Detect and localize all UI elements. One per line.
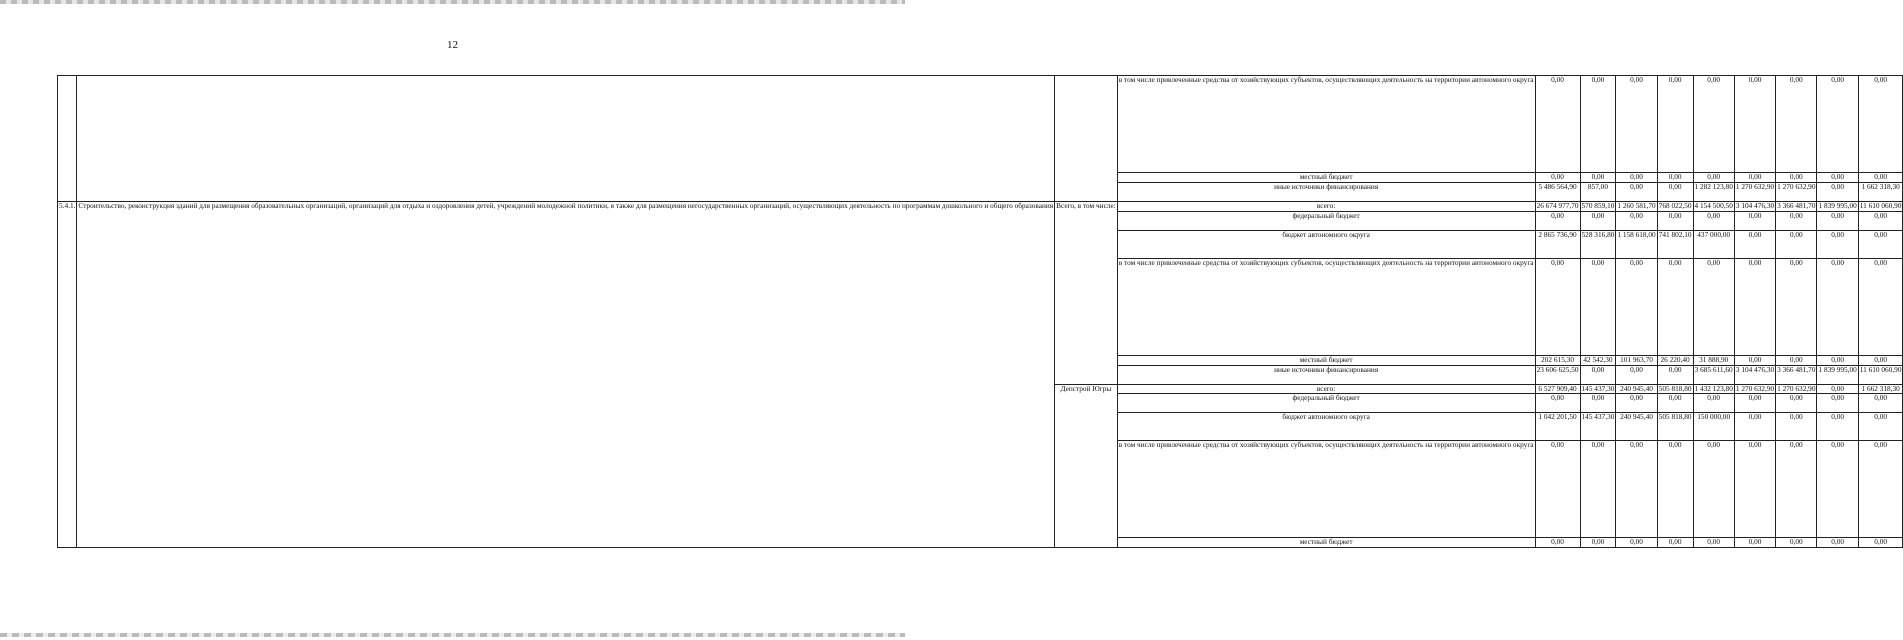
value-cell: 0,00: [1776, 355, 1817, 365]
value-cell: 0,00: [1657, 76, 1693, 173]
value-cell: 437 000,00: [1693, 230, 1734, 258]
value-cell: 0,00: [1817, 183, 1858, 202]
source-cell: всего:: [1117, 384, 1535, 394]
value-cell: 1 042 201,50: [1535, 413, 1580, 441]
value-cell: 0,00: [1734, 173, 1775, 183]
value-cell: 1 282 123,80: [1693, 183, 1734, 202]
table-row: [58, 76, 1903, 173]
value-cell: 0,00: [1858, 230, 1903, 258]
value-cell: 145 437,30: [1581, 383, 1615, 393]
value-cell: 0,00: [1776, 538, 1817, 548]
value-cell: 0,00: [1580, 394, 1616, 413]
value-cell: 0,00: [1734, 394, 1775, 413]
value-cell: 1 662 318,30: [1858, 384, 1903, 394]
value-cell: 0,00: [1734, 538, 1775, 548]
value-cell: 0,00: [1580, 441, 1616, 538]
value-cell: 3 104 476,30: [1734, 365, 1775, 384]
value-cell: 0,00: [1616, 258, 1657, 355]
group-label: Всего, в том числе:: [1055, 202, 1118, 385]
value-cell: 0,00: [1693, 538, 1734, 548]
value-cell: 5 486 564,90: [1535, 183, 1580, 202]
value-cell: 0,00: [1580, 211, 1616, 230]
value-cell: 202 615,30: [1535, 355, 1580, 365]
value-cell: 0,00: [1616, 365, 1657, 384]
value-cell: 0,00: [1858, 394, 1903, 413]
value-cell: 42 542,30: [1580, 355, 1616, 365]
value-cell: 0,00: [1858, 355, 1903, 365]
value-cell: 3 104 476,30: [1735, 201, 1775, 210]
value-cell: 0,00: [1693, 173, 1734, 183]
source-cell: в том числе привлеченные средства от хозяйствующих субъектов, осуществляющих деятельность на территории автономного округа: [1117, 76, 1535, 173]
value-cell: 0,00: [1858, 413, 1903, 441]
source-cell: в том числе привлеченные средства от хозяйствующих субъектов, осуществляющих деятельность на территории автономного округа: [1117, 258, 1535, 355]
value-cell: 11 610 060,90: [1859, 201, 1902, 210]
value-cell: 0,00: [1817, 384, 1858, 394]
value-cell: 1 270 632,90: [1734, 183, 1775, 202]
value-cell: 150 000,00: [1693, 413, 1734, 441]
value-cell: 0,00: [1616, 183, 1657, 202]
value-cell: 31 888,90: [1693, 355, 1734, 365]
value-cell: 0,00: [1858, 173, 1903, 183]
value-cell: 23 606 625,50: [1535, 365, 1580, 384]
value-cell: 0,00: [1734, 441, 1775, 538]
source-cell: местный бюджет: [1117, 173, 1535, 183]
value-cell: 0,00: [1580, 538, 1616, 548]
scan-top-edge: [0, 0, 905, 4]
value-cell: 0,00: [1580, 173, 1616, 183]
value-cell: 0,00: [1817, 394, 1858, 413]
value-cell: 3 685 611,60: [1693, 365, 1734, 384]
value-cell: 0,00: [1734, 413, 1775, 441]
value-cell: 0,00: [1776, 230, 1817, 258]
value-cell: 0,00: [1858, 211, 1903, 230]
value-cell: 0,00: [1776, 173, 1817, 183]
source-cell: федеральный бюджет: [1117, 211, 1535, 230]
source-cell: местный бюджет: [1117, 355, 1535, 365]
value-cell: 0,00: [1776, 211, 1817, 230]
value-cell: 0,00: [1693, 258, 1734, 355]
value-cell: 0,00: [1657, 441, 1693, 538]
value-cell: 26 220,40: [1657, 355, 1693, 365]
value-cell: 6 527 909,40: [1535, 384, 1580, 394]
scan-bottom-edge: [0, 633, 905, 637]
value-cell: 0,00: [1734, 258, 1775, 355]
name-cell-empty: [77, 76, 1055, 202]
value-cell: 0,00: [1535, 173, 1580, 183]
item-name: Строительство, реконструкция зданий для размещения образовательных организаций, организаций для отдыха и оздоровления детей, учреждений молодежной политики, в также для размещения негосударственных организаций, осуществляющих деятельность по программам дошкольного и общего образования: [77, 202, 1055, 548]
value-cell: 0,00: [1734, 230, 1775, 258]
value-cell: 1 432 123,80: [1694, 383, 1733, 393]
value-cell: 768 022,50: [1658, 201, 1692, 210]
value-cell: 0,00: [1776, 441, 1817, 538]
value-cell: 0,00: [1535, 441, 1580, 538]
value-cell: 0,00: [1734, 355, 1775, 365]
source-cell: в том числе привлеченные средства от хозяйствующих субъектов, осуществляющих деятельность на территории автономного округа: [1117, 441, 1535, 538]
value-cell: 0,00: [1535, 538, 1580, 548]
value-cell: 0,00: [1734, 211, 1775, 230]
value-cell: 1 839 995,00: [1817, 365, 1858, 384]
value-cell: 0,00: [1616, 76, 1657, 173]
value-cell: 0,00: [1776, 258, 1817, 355]
value-cell: 0,00: [1817, 538, 1858, 548]
value-cell: 145 437,30: [1580, 413, 1616, 441]
value-cell: 0,00: [1693, 441, 1734, 538]
value-cell: 0,00: [1657, 173, 1693, 183]
value-cell: 0,00: [1535, 76, 1580, 173]
table-row: [58, 202, 1903, 212]
value-cell: 0,00: [1580, 258, 1616, 355]
value-cell: 26 674 977,70: [1536, 201, 1579, 210]
value-cell: 0,00: [1858, 76, 1903, 173]
value-cell: 505 818,80: [1658, 383, 1692, 393]
value-cell: 0,00: [1535, 394, 1580, 413]
value-cell: 0,00: [1657, 538, 1693, 548]
value-cell: 741 802,10: [1657, 230, 1693, 258]
value-cell: 0,00: [1817, 258, 1858, 355]
value-cell: 0,00: [1535, 258, 1580, 355]
value-cell: 0,00: [1616, 441, 1657, 538]
value-cell: 101 963,70: [1616, 355, 1657, 365]
group-cell-empty: [1055, 76, 1118, 202]
value-cell: 0,00: [1817, 230, 1858, 258]
value-cell: 0,00: [1657, 365, 1693, 384]
value-cell: 3 366 481,70: [1777, 201, 1816, 210]
value-cell: 0,00: [1858, 538, 1903, 548]
value-cell: 1 260 581,70: [1617, 201, 1656, 210]
value-cell: 0,00: [1776, 413, 1817, 441]
value-cell: 1 270 632,90: [1776, 183, 1817, 202]
value-cell: 0,00: [1817, 173, 1858, 183]
group-label: Депстрой Югры: [1055, 384, 1118, 548]
value-cell: 0,00: [1535, 211, 1580, 230]
value-cell: 4 154 500,50: [1694, 201, 1733, 210]
value-cell: 0,00: [1817, 355, 1858, 365]
value-cell: 0,00: [1776, 76, 1817, 173]
value-cell: 0,00: [1817, 211, 1858, 230]
value-cell: 1 158 618,00: [1616, 230, 1657, 258]
source-cell: всего:: [1117, 202, 1535, 212]
value-cell: 0,00: [1693, 76, 1734, 173]
value-cell: 570 859,10: [1581, 201, 1615, 210]
value-cell: 2 865 736,90: [1535, 230, 1580, 258]
code-cell-empty: [58, 76, 77, 202]
value-cell: 1 270 632,90: [1777, 383, 1816, 393]
value-cell: 505 818,80: [1657, 413, 1693, 441]
value-cell: 0,00: [1693, 394, 1734, 413]
value-cell: 11 610 060,90: [1858, 365, 1903, 384]
value-cell: 0,00: [1580, 365, 1616, 384]
value-cell: 0,00: [1858, 441, 1903, 538]
value-cell: 0,00: [1657, 211, 1693, 230]
budget-table: [57, 75, 1903, 548]
value-cell: 857,00: [1580, 183, 1616, 202]
value-cell: 0,00: [1776, 394, 1817, 413]
item-code: 5.4.1.: [58, 202, 77, 548]
value-cell: 0,00: [1817, 413, 1858, 441]
value-cell: 0,00: [1616, 394, 1657, 413]
source-cell: местный бюджет: [1117, 538, 1535, 548]
value-cell: 528 316,80: [1580, 230, 1616, 258]
value-cell: 0,00: [1817, 441, 1858, 538]
source-cell: бюджет автономного округа: [1117, 230, 1535, 258]
value-cell: 0,00: [1616, 173, 1657, 183]
value-cell: 0,00: [1580, 76, 1616, 173]
value-cell: 0,00: [1734, 76, 1775, 173]
value-cell: 240 945,40: [1616, 413, 1657, 441]
source-cell: иные источники финансирования: [1117, 183, 1535, 202]
source-cell: бюджет автономного округа: [1117, 413, 1535, 441]
value-cell: 1 662 318,30: [1858, 183, 1903, 202]
value-cell: 0,00: [1817, 76, 1858, 173]
value-cell: 3 366 481,70: [1776, 365, 1817, 384]
value-cell: 0,00: [1657, 394, 1693, 413]
value-cell: 0,00: [1616, 538, 1657, 548]
value-cell: 1 270 632,90: [1735, 383, 1775, 393]
value-cell: 0,00: [1693, 211, 1734, 230]
value-cell: 0,00: [1858, 258, 1903, 355]
value-cell: 1 839 995,00: [1818, 201, 1857, 210]
page-number: 12: [447, 39, 458, 51]
source-cell: федеральный бюджет: [1117, 394, 1535, 413]
value-cell: 0,00: [1657, 258, 1693, 355]
value-cell: 0,00: [1616, 211, 1657, 230]
value-cell: 0,00: [1657, 183, 1693, 202]
source-cell: иные источники финансирования: [1117, 365, 1535, 384]
value-cell: 240 945,40: [1616, 384, 1657, 394]
